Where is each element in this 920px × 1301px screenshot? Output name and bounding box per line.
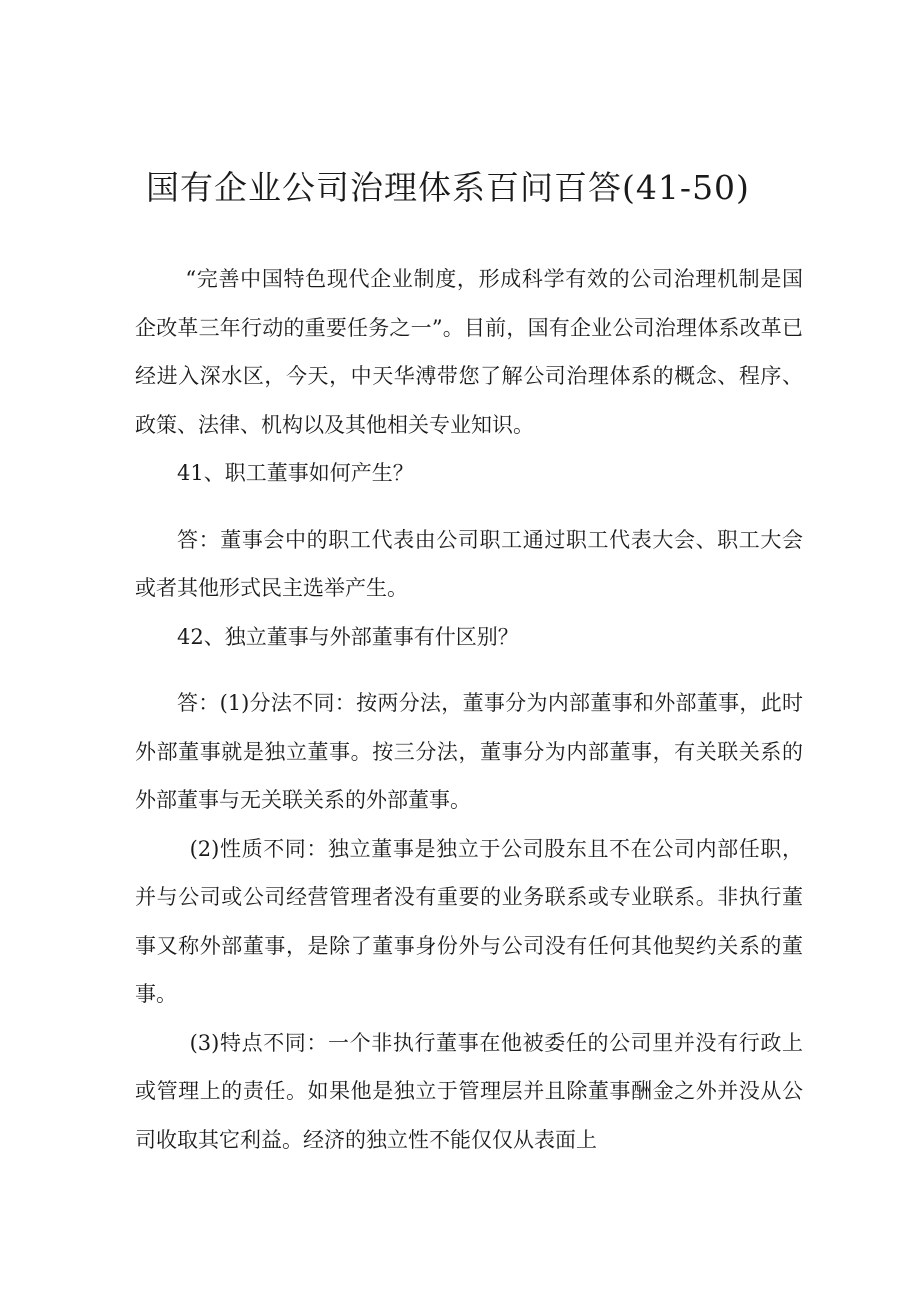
question-42: 42、独立董事与外部董事有什区别？ [177,624,519,649]
spacer [135,661,803,679]
answer-42-part-1: 答：(1)分法不同：按两分法，董事分为内部董事和外部董事，此时外部董事就是独立董事。按三分法，董事分为内部董事，有关联关系的外部董事与无关联关系的外部董事。 [135,691,803,812]
answer-42-part-2: (2)性质不同：独立董事是独立于公司股东且不在公司内部任职，并与公司或公司经营管理者没有重要的业务联系或专业联系。非执行董事又称外部董事，是除了董事身份外与公司没有任何其他契约关系的董事。 [135,836,803,1006]
document-body [135,255,803,1164]
question-41: 41、职工董事如何产生？ [177,461,414,485]
answer-42-part-3: (3)特点不同：一个非执行董事在他被委任的公司里并没有行政上或管理上的责任。如果他是独立于管理层并且除董事酬金之外并没从公司收取其它利益。经济的独立性不能仅仅从表面上 [135,1030,803,1152]
spacer [135,498,803,516]
document-title: 国有企业公司治理体系百问百答(41-50) [146,168,750,207]
answer-41: 答：董事会中的职工代表由公司职工通过职工代表大会、职工大会或者其他形式民主选举产生。 [135,527,803,600]
intro-paragraph: “完善中国特色现代企业制度，形成科学有效的公司治理机制是国企改革三年行动的重要任务之一”。目前，国有企业公司治理体系改革已经进入深水区，今天，中天华溥带您了解公司治理体系的概念、程序、政策、法律、机构以及其他相关专业知识。 [135,267,803,437]
